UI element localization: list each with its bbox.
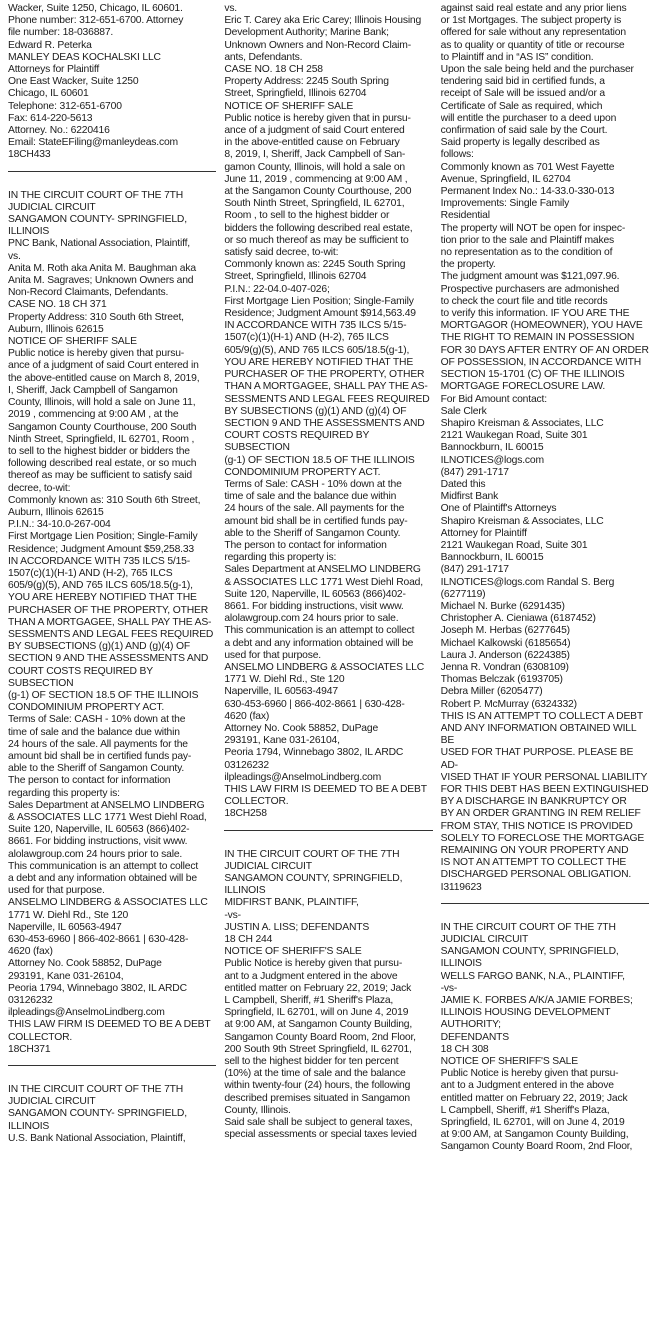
- notice-text: vs. Eric T. Carey aka Eric Carey; Illinois Housing Development Authority; Marine Bank; Unknown Owners and Non-Record Claim- ants, Defendants. CASE NO. 18 CH 258 Property Address: 2245 South Spring Street, Springfield, Illinois 62704 NOTICE OF SHERIFF SALE Public notice is hereby given that in pursu- ance of a judgment of said Court entered in the above-entitled cause on February 8, 2019, I, Sheriff, Jack Campbell of San- gamon County, Illinois, will hold a sale on June 11, 2019 , commencing at 9:00 AM , at the Sangamon County Courthouse, 200 South Ninth Street, Springfield, IL 62701, Room , to sell to the highest bidder or bidders the following described real estate, or so much thereof as may be sufficient to satisfy said decree, to-wit: Commonly known as: 2245 South Spring Street, Springfield, Illinois 62704 P.I.N.: 22-04.0-407-026; First Mortgage Lien Position; Single-Family Residence; Judgment Amount $914,563.49 IN ACCORDANCE WITH 735 ILCS 5/15- 1507(c)(1)(H-1) AND (H-2), 765 ILCS 605/9(g)(5), AND 765 ILCS 605/18.5(g-1), YOU ARE HEREBY NOTIFIED THAT THE PURCHASER OF THE PROPERTY, OTHER THAN A MORTGAGEE, SHALL PAY THE AS- SESSMENTS AND LEGAL FEES REQUIRED BY SUBSECTIONS (g)(1) AND (g)(4) OF SECTION 9 AND THE ASSESSMENTS AND COURT COSTS REQUIRED BY SUBSECTION (g-1) OF SECTION 18.5 OF THE ILLINOIS CONDOMINIUM PROPERTY ACT. Terms of Sale: CASH - 10% down at the time of sale and the balance due within 24 hours of the sale. All payments for the amount bid shall be in certified funds pay- able to the Sheriff of Sangamon County. The person to contact for information regarding this property is: Sales Department at ANSELMO LINDBERG & ASSOCIATES LLC 1771 West Diehl Road, Suite 120, Naperville, IL 60563 (866)402- 8661. For bidding instructions, visit www. alolawgroup.com 24 hours prior to sale. This communication is an attempt to collect a debt and any information obtained will be used for that purpose. ANSELMO LINDBERG & ASSOCIATES LLC 1771 W. Diehl Rd., Ste 120 Naperville, IL 60563-4947 630-453-6960 | 866-402-8661 | 630-428- 4620 (fax) Attorney No. Cook 58852, DuPage 293191, Kane 031-26104, Peoria 1794, Winnebago 3802, IL ARDC 03126232 ilpleadings@AnselmoLindberg.com THIS LAW FIRM IS DEEMED TO BE A DEBT COLLECTOR. 18CH258: [224, 3, 430, 820]
- column-2: [224, 3, 432, 1326]
- notice-text: IN THE CIRCUIT COURT OF THE 7TH JUDICIAL CIRCUIT SANGAMON COUNTY- SPRINGFIELD, ILLINOIS PNC Bank, National Association, Plaintiff, vs. Anita M. Roth aka Anita M. Baughman aka Anita M. Sagraves; Unknown Owners and Non-Record Claimants, Defendants. CASE NO. 18 CH 371 Property Address: 310 South 6th Street, Auburn, Illinois 62615 NOTICE OF SHERIFF SALE Public notice is hereby given that pursu- ance of a judgment of said Court entered in the above-entitled cause on March 8, 2019, I, Sheriff, Jack Campbell of Sangamon County, Illinois, will hold a sale on June 11, 2019 , commencing at 9:00 AM , at the Sangamon County Courthouse, 200 South Ninth Street, Springfield, IL 62701, Room , to sell to the highest bidder or bidders the following described real estate, or so much thereof as may be sufficient to satisfy said decree, to-wit: Commonly known as: 310 South 6th Street, Auburn, Illinois 62615 P.I.N.: 34-10.0-267-004 First Mortgage Lien Position; Single-Family Residence; Judgment Amount $59,258.33 IN ACCORDANCE WITH 735 ILCS 5/15- 1507(c)(1)(H-1) AND (H-2), 765 ILCS 605/9(g)(5), AND 765 ILCS 605/18.5(g-1), YOU ARE HEREBY NOTIFIED THAT THE PURCHASER OF THE PROPERTY, OTHER THAN A MORTGAGEE, SHALL PAY THE AS- SESSMENTS AND LEGAL FEES REQUIRED BY SUBSECTIONS (g)(1) AND (g)(4) OF SECTION 9 AND THE ASSESSMENTS AND COURT COSTS REQUIRED BY SUBSECTION (g-1) OF SECTION 18.5 OF THE ILLINOIS CONDOMINIUM PROPERTY ACT. Terms of Sale: CASH - 10% down at the time of sale and the balance due within 24 hours of the sale. All payments for the amount bid shall be in certified funds pay- able to the Sheriff of Sangamon County. The person to contact for information regarding this property is: Sales Department at ANSELMO LINDBERG & ASSOCIATES LLC 1771 West Diehl Road, Suite 120, Naperville, IL 60563 (866)402- 8661. For bidding instructions, visit www. alolawgroup.com 24 hours prior to sale. This communication is an attempt to collect a debt and any information obtained will be used for that purpose. ANSELMO LINDBERG & ASSOCIATES LLC 1771 W. Diehl Rd., Ste 120 Naperville, IL 60563-4947 630-453-6960 | 866-402-8661 | 630-428- 4620 (fax) Attorney No. Cook 58852, DuPage 293191, Kane 031-26104, Peoria 1794, Winnebago 3802, IL ARDC 03126232 ilpleadings@AnselmoLindberg.com THIS LAW FIRM IS DEEMED TO BE A DEBT COLLECTOR. 18CH371: [8, 189, 214, 1055]
- notice-text: IN THE CIRCUIT COURT OF THE 7TH JUDICIAL CIRCUIT SANGAMON COUNTY- SPRINGFIELD, ILLINOIS U.S. Bank National Association, Plaintiff,: [8, 1084, 187, 1144]
- notice-text: Wacker, Suite 1250, Chicago, IL 60601. Phone number: 312-651-6700. Attorney file number: 18-036887. Edward R. Peterka MANLEY DEAS KOCHALSKI LLC Attorneys for Plaintiff One East Wacker, Suite 1250 Chicago, IL 60601 Telephone: 312-651-6700 Fax: 614-220-5613 Attorney. No.: 6220416 Email: StateEFiling@manleydeas.com 18CH433: [8, 3, 184, 161]
- notice-divider: [8, 171, 216, 172]
- notice-divider: [441, 903, 649, 904]
- notice-divider: [8, 1065, 216, 1066]
- notice-divider: [224, 830, 432, 831]
- column-3: [441, 3, 649, 1326]
- notice-text: IN THE CIRCUIT COURT OF THE 7TH JUDICIAL CIRCUIT SANGAMON COUNTY, SPRINGFIELD, ILLINOIS MIDFIRST BANK, PLAINTIFF, -vs- JUSTIN A. LISS; DEFENDANTS 18 CH 244 NOTICE OF SHERIFF'S SALE Public Notice is hereby given that pursu- ant to a Judgment entered in the above entitled matter on February 22, 2019; Jack L Campbell, Sheriff, #1 Sheriff's Plaza, Springfield, IL 62701, will on June 4, 2019 at 9:00 AM, at Sangamon County Building, Sangamon County Board Room, 2nd Floor, 200 South 9th Street Springfield, IL 62701, sell to the highest bidder for ten percent (10%) at the time of sale and the balance within twenty-four (24) hours, the following described premises situated in Sangamon County, Illinois. Said sale shall be subject to general taxes, special assessments or special taxes levied: [224, 848, 417, 1141]
- notice-text: against said real estate and any prior liens or 1st Mortgages. The subject property is offered for sale without any representation as to quality or quantity of title or recourse to Plaintiff and in “AS IS” condition. Upon the sale being held and the purchaser tendering said bid in certified funds, a receipt of Sale will be issued and/or a Certificate of Sale as required, which will entitle the purchaser to a deed upon confirmation of said sale by the Court. Said property is legally described as follows: Commonly known as 701 West Fayette Avenue, Springfield, IL 62704 Permanent Index No.: 14-33.0-330-013 Improvements: Single Family Residential The property will NOT be open for inspec- tion prior to the sale and Plaintiff makes no representation as to the condition of the property. The judgment amount was $121,097.96. Prospective purchasers are admonished to check the court file and title records to verify this information. IF YOU ARE THE MORTGAGOR (HOMEOWNER), YOU HAVE THE RIGHT TO REMAIN IN POSSESSION FOR 30 DAYS AFTER ENTRY OF AN ORDER OF POSSESSION, IN ACCORDANCE WITH SECTION 15-1701 (C) OF THE ILLINOIS MORTGAGE FORECLOSURE LAW. For Bid Amount contact: Sale Clerk Shapiro Kreisman & Associates, LLC 2121 Waukegan Road, Suite 301 Bannockburn, IL 60015 ILNOTICES@logs.com (847) 291-1717 Dated this Midfirst Bank One of Plaintiff's Attorneys Shapiro Kreisman & Associates, LLC Attorney for Plaintiff 2121 Waukegan Road, Suite 301 Bannockburn, IL 60015 (847) 291-1717 ILNOTICES@logs.com Randal S. Berg (6277119) Michael N. Burke (6291435) Christopher A. Cieniawa (6187452) Joseph M. Herbas (6277645) Michael Kalkowski (6185654) Laura J. Anderson (6224385) Jenna R. Vondran (6308109) Thomas Belczak (6193705) Debra Miller (6205477) Robert P. McMurray (6324332) THIS IS AN ATTEMPT TO COLLECT A DEBT AND ANY INFORMATION OBTAINED WILL BE USED FOR THAT PURPOSE. PLEASE BE AD- VISED THAT IF YOUR PERSONAL LIABILITY FOR THIS DEBT HAS BEEN EXTINGUISHED BY A DISCHARGE IN BANKRUPTCY OR BY AN ORDER GRANTING IN REM RELIEF FROM STAY, THIS NOTICE IS PROVIDED SOLELY TO FORECLOSE THE MORTGAGE REMAINING ON YOUR PROPERTY AND IS NOT AN ATTEMPT TO COLLECT THE DISCHARGED PERSONAL OBLIGATION. I3119623: [440, 3, 649, 893]
- notice-text: IN THE CIRCUIT COURT OF THE 7TH JUDICIAL CIRCUIT SANGAMON COUNTY, SPRINGFIELD, ILLINOIS WELLS FARGO BANK, N.A., PLAINTIFF, -vs- JAMIE K. FORBES A/K/A JAMIE FORBES; ILLINOIS HOUSING DEVELOPMENT AUTHORITY; DEFENDANTS 18 CH 308 NOTICE OF SHERIFF'S SALE Public Notice is hereby given that pursu- ant to a Judgment entered in the above entitled matter on February 22, 2019; Jack L Campbell, Sheriff, #1 Sheriff's Plaza, Springfield, IL 62701, will on June 4, 2019 at 9:00 AM, at Sangamon County Building, Sangamon County Board Room, 2nd Floor,: [440, 921, 633, 1153]
- column-1: [8, 3, 216, 1326]
